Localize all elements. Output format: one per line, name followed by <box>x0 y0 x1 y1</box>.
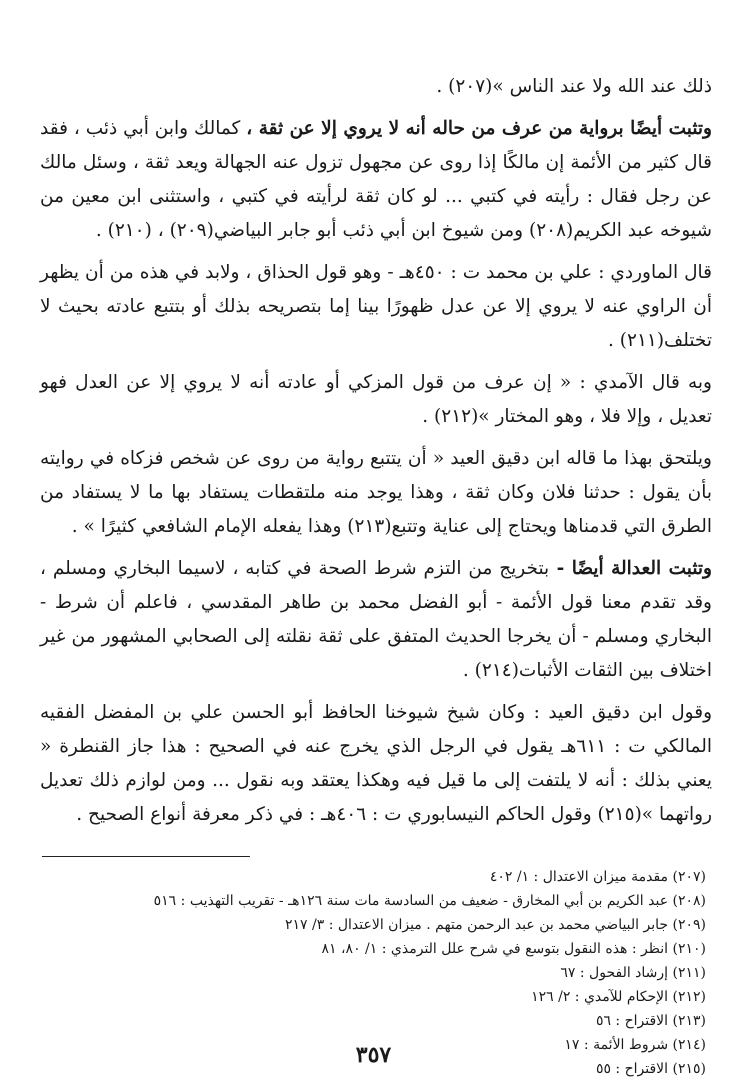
paragraph-segment: ومن شيوخ ابن أبي ذئب أبو جابر البياضي <box>213 220 529 241</box>
paragraph-segment: . <box>462 660 475 681</box>
paragraph-segment: كمالك وابن أبي ذئب ، فقد قال كثير من الأئمة إن مالكًا إذا روى عن مجهول تزول عنه الجهالة ويعد ثقة ، وسئل مالك عن رجل فقال : رأيته في كتبي ... لو كان ثقة لرأيته في كتبي ، واستثنى ابن معين من شيوخه عبد الكريم <box>40 118 712 241</box>
paragraph-segment: (٢١٠) <box>107 220 152 241</box>
footnote: (٢٠٩) جابر البياضي محمد بن عبد الرحمن متهم . ميزان الاعتدال : ٣/ ٢١٧ <box>284 917 706 933</box>
footnote: (٢١٥) الاقتراح : ٥٥ <box>595 1061 706 1077</box>
paragraph-segment: (٢٠٩) <box>169 220 214 241</box>
paragraph <box>40 112 712 248</box>
footnote: (٢١١) إرشاد الفحول : ٦٧ <box>560 965 706 981</box>
paragraph-segment: (٢١١) <box>619 330 665 351</box>
paragraph-segment: . <box>608 330 620 351</box>
footnote: (٢١٣) الاقتراح : ٥٦ <box>595 1013 706 1029</box>
paragraph-segment: . <box>436 76 449 97</box>
paragraph-segment: ، <box>151 220 170 241</box>
paragraph <box>40 696 712 832</box>
paragraph-segment: وتثبت أيضًا برواية من عرف من حاله أنه لا يروي إلا عن ثقة ، <box>246 118 712 139</box>
footnote: (٢١٠) انظر : هذه النقول بتوسع في شرح علل الترمذي : ١/ ٨٠، ٨١ <box>321 941 706 957</box>
paragraph-segment: قال الماوردي : علي بن محمد ت : ٤٥٠هـ - وهو قول الحذاق ، ولابد في هذه من أن يظهر أن الراوي عنه لا يروي إلا عن عدل ظهورًا بينا إما بتصريحه بذلك أو بتتبع عادته بحيث لا تختلف <box>40 262 713 351</box>
paragraph-segment: وتثبت العدالة أيضًا - <box>549 558 712 579</box>
paragraph <box>40 256 712 358</box>
page-number: ٣٥٧ <box>355 1042 392 1068</box>
footnote: (٢٠٨) عبد الكريم بن أبي المخارق - ضعيف من السادسة مات سنة ١٢٦هـ - تقريب التهذيب : ٥١٦ <box>153 893 706 909</box>
footnote: (٢١٤) شروط الأئمة : ١٧ <box>564 1037 706 1053</box>
main-text <box>40 70 712 832</box>
paragraph-segment: . <box>422 406 435 427</box>
paragraph-segment: (٢١٢) <box>434 406 479 427</box>
footnote-divider <box>42 856 250 857</box>
paragraph-segment: (٢١٤) <box>474 660 519 681</box>
paragraph-segment: وقول ابن دقيق العيد : وكان شيخ شيوخنا الحافظ أبو الحسن علي بن المفضل الفقيه المالكي ت : ٦١١هـ يقول في الرجل الذي يخرج عنه في الصحيح : هذا جاز القنطرة « يعني بذلك : أنه لا يلتفت إلى ما قيل فيه وهكذا يعتقد وبه نقول ... ومن لوازم ذلك تعديل رواتهما » <box>40 702 712 825</box>
paragraph-segment: وهذا يفعله الإمام الشافعي كثيرًا » . <box>71 516 348 537</box>
paragraph <box>40 366 712 434</box>
footnote: (٢٠٧) مقدمة ميزان الاعتدال : ١/ ٤٠٢ <box>489 869 706 885</box>
paragraph <box>40 552 712 688</box>
paragraph-segment: (٢٠٨) <box>529 220 574 241</box>
paragraph-segment: بتخريج من التزم شرط الصحة في كتابه ، لاسيما البخاري ومسلم ، وقد تقدم معنا قول الأئمة - أبو الفضل محمد بن طاهر المقدسي ، فاعلم أن شرط - البخاري ومسلم - أن يخرجا الحديث المتفق على ثقة نقلته إلى الصحابي المشهور من غير اختلاف بين الثقات الأثبات <box>40 558 712 681</box>
paragraph <box>40 70 712 104</box>
footnote: (٢١٢) الإحكام للآمدي : ٢/ ١٢٦ <box>531 989 706 1005</box>
paragraph-segment: وبه قال الآمدي : « إن عرف من قول المزكي أو عادته أنه لا يروي إلا عن العدل فهو تعديل ، وإلا فلا ، وهو المختار » <box>40 372 712 427</box>
paragraph-segment: ذلك عند الله ولا عند الناس » <box>492 76 712 97</box>
paragraph-segment: (٢١٣) <box>347 516 392 537</box>
paragraph-segment: . <box>95 220 108 241</box>
paragraph-segment: ويلتحق بهذا ما قاله ابن دقيق العيد « أن يتتبع رواية من روى عن شخص فزكاه في روايته بأن يقول : حدثنا فلان وكان ثقة ، وهذا يوجد منه ملتقطات يستفاد بها ما لا يستفاد من الطرق التي قدمناها ويحتاج إلى عناية وتتبع <box>40 448 712 537</box>
paragraph-segment: (٢١٥) <box>597 804 642 825</box>
paragraph-segment: وقول الحاكم النيسابوري ت : ٤٠٦هـ : في ذكر معرفة أنواع الصحيح . <box>76 804 598 825</box>
paragraph-segment: (٢٠٧) <box>448 76 493 97</box>
page-body <box>40 70 712 1081</box>
paragraph <box>40 442 712 544</box>
